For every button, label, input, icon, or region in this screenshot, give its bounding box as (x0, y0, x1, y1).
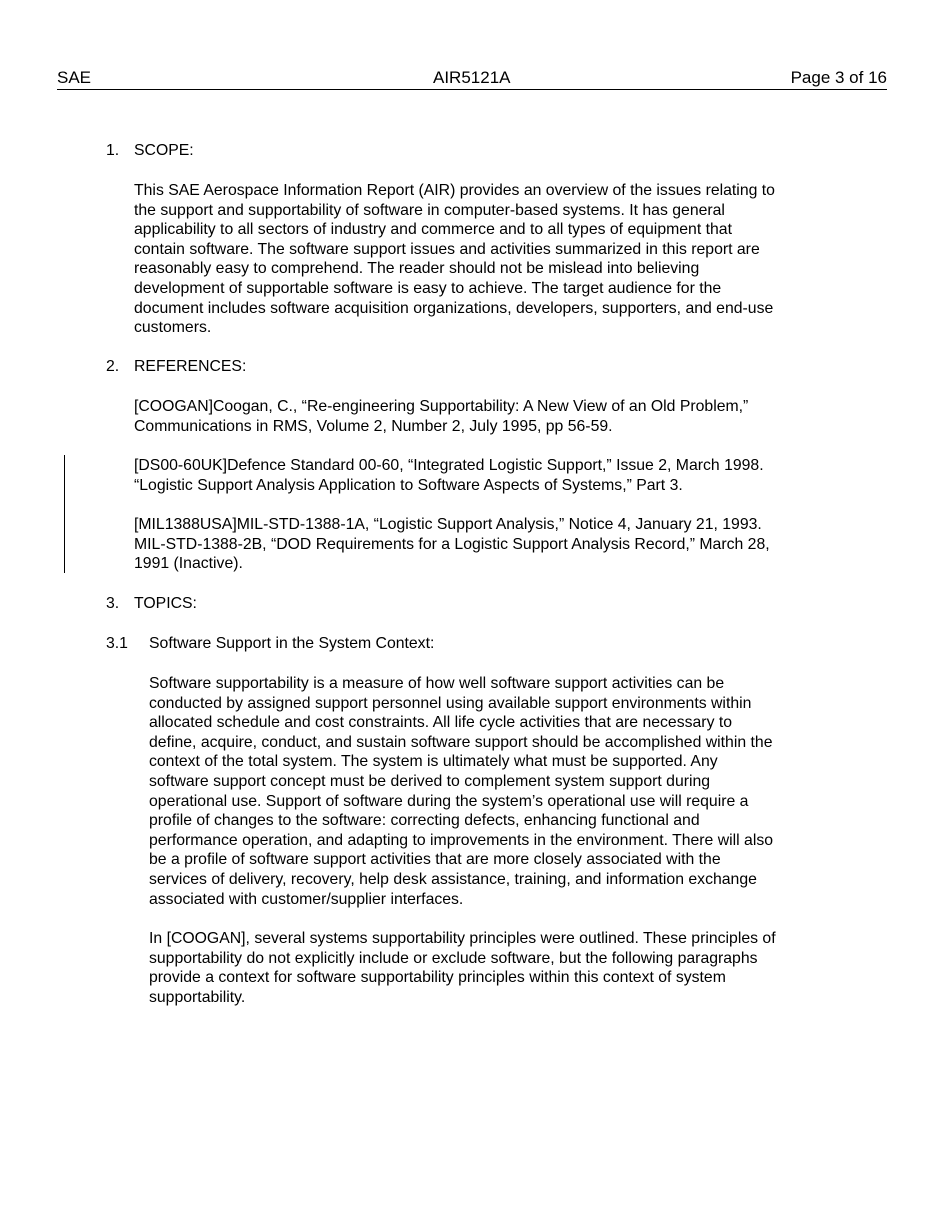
text-line: supportability. (149, 988, 246, 1006)
section-number: 3. (106, 595, 120, 612)
text-line: [DS00-60UK]Defence Standard 00-60, “Integrated Logistic Support,” Issue 2, March 1998. (134, 457, 764, 474)
section-title: TOPICS: (134, 595, 197, 612)
text-line: operational use. Support of software during the system’s operational use will require a (149, 792, 749, 810)
revision-change-bar (64, 455, 65, 573)
text-line: software support concept must be derived to complement system support during (149, 772, 711, 790)
text-line: reasonably easy to comprehend. The reader should not be mislead into believing (134, 260, 700, 278)
coogan-principles-paragraph (149, 929, 776, 1007)
text-line: In [COOGAN], several systems supportability principles were outlined. These principles of (149, 930, 776, 947)
reference-mil1388usa (134, 515, 770, 574)
text-line: development of supportable software is easy to achieve. The target audience for the (134, 279, 722, 297)
text-line: conducted by assigned support personnel using available support environments within (149, 694, 752, 712)
section-title: REFERENCES: (134, 358, 247, 375)
header-page-number: Page 3 of 16 (790, 68, 887, 87)
text-line: Software supportability is a measure of how well software support activities can be (149, 675, 725, 692)
text-line: [MIL1388USA]MIL-STD-1388-1A, “Logistic Support Analysis,” Notice 4, January 21, 1993. (134, 516, 762, 533)
header-doc-id: AIR5121A (433, 68, 511, 87)
text-line: 1991 (Inactive). (134, 555, 243, 573)
section-title: SCOPE: (134, 142, 194, 159)
text-line: applicability to all sectors of industry and commerce and to all types of equipment that (134, 221, 732, 239)
supportability-paragraph (149, 674, 773, 909)
text-line: MIL-STD-1388-2B, “DOD Requirements for a Logistic Support Analysis Record,” March 28, (134, 535, 770, 553)
text-line: This SAE Aerospace Information Report (AIR) provides an overview of the issues relating to (134, 182, 775, 199)
text-line: associated with customer/supplier interfaces. (149, 890, 464, 908)
text-line: the support and supportability of software in computer-based systems. It has general (134, 201, 725, 219)
text-line: document includes software acquisition organizations, developers, supporters, and end-use (134, 299, 774, 317)
text-line: provide a context for software supportability principles within this context of system (149, 969, 726, 987)
section-number: 1. (106, 142, 120, 159)
text-line: supportability do not explicitly include or exclude software, but the following paragraphs (149, 949, 758, 967)
text-line: profile of changes to the software: correcting defects, enhancing functional and (149, 812, 700, 830)
text-line: customers. (134, 319, 212, 337)
section-number: 2. (106, 358, 120, 375)
text-line: performance operation, and adapting to improvements in the environment. There will also (149, 831, 774, 849)
text-line: define, acquire, conduct, and sustain software support should be accomplished within the (149, 733, 773, 751)
scope-paragraph (134, 181, 775, 338)
text-line: contain software. The software support issues and activities summarized in this report are (134, 240, 760, 258)
page-header (57, 68, 887, 90)
text-line: services of delivery, recovery, help desk assistance, training, and information exchange (149, 870, 757, 888)
text-line: context of the total system. The system is ultimately what must be supported. Any (149, 753, 718, 771)
section-number: 3.1 (106, 635, 128, 652)
text-line: allocated schedule and cost constraints. All life cycle activities that are necessary to (149, 714, 733, 732)
text-line: “Logistic Support Analysis Application to Software Aspects of Systems,” Part 3. (134, 476, 683, 494)
section-title: Software Support in the System Context: (149, 635, 435, 652)
text-line: [COOGAN]Coogan, C., “Re-engineering Supportability: A New View of an Old Problem,” (134, 398, 749, 415)
text-line: Communications in RMS, Volume 2, Number 2, July 1995, pp 56-59. (134, 417, 613, 435)
reference-coogan (134, 397, 748, 436)
text-line: be a profile of software support activities that are more closely associated with the (149, 851, 721, 869)
header-org: SAE (57, 68, 92, 87)
reference-ds00-60uk (134, 456, 764, 495)
